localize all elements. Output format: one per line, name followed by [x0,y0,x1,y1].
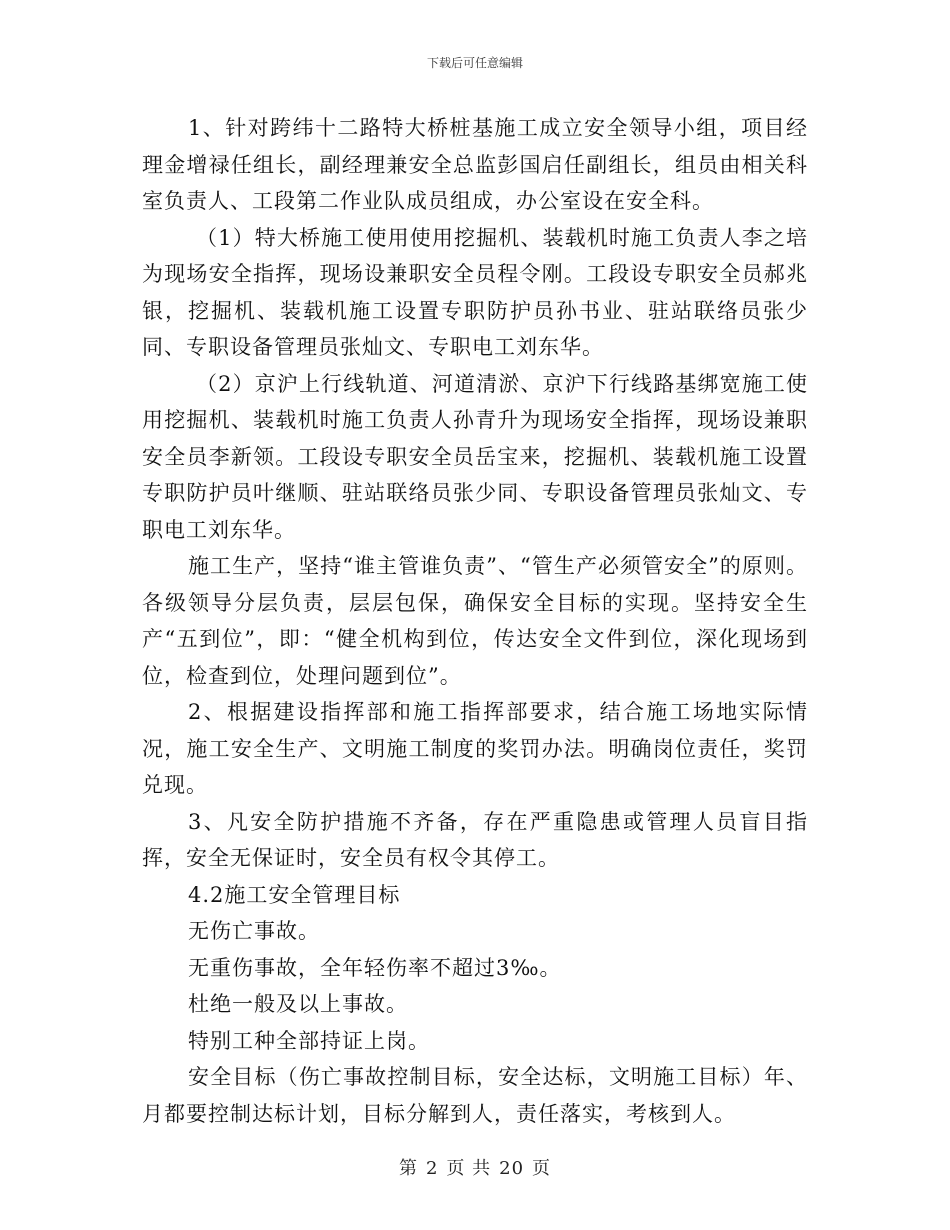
section-heading-safety-goals: 4.2施工安全管理目标 [188,882,401,907]
goal-no-serious-injury: 无重伤事故，全年轻伤率不超过3‰。 [188,955,562,980]
footer-prefix: 第 [398,1158,418,1179]
footer-page-number: 2 [425,1158,439,1179]
page-footer [0,1154,950,1180]
paragraph-responsibility-principle: 施工生产，坚持“谁主管谁负责”、“管生产必须管安全”的原则。各级领导分层负责，层层包保，确保安全目标的实现。坚持安全生产“五到位”，即：“健全机构到位，传达安全文件到位，深化现场到位，检查到位，处理问题到位”。 [142,554,808,688]
page-header: 下载后可任意编辑 [426,56,523,70]
goal-certified-workers: 特别工种全部持证上岗。 [188,1028,430,1053]
goal-no-general-accidents: 杜绝一般及以上事故。 [188,992,408,1016]
footer-total-pages: 20 [499,1158,525,1179]
paragraph-track-safety: （2）京沪上行线轨道、河道清淤、京沪下行线路基绑宽施工使用挖掘机、装载机时施工负责人孙青升为现场安全指挥，现场设兼职安全员李新领。工段设专职安全员岳宝来，挖掘机、装载机施工设置专职防护员叶继顺、驻站联络员张少同、专职设备管理员张灿文、专职电工刘东华。 [142,371,808,542]
document-body [142,110,808,1132]
goal-no-fatalities: 无伤亡事故。 [188,919,320,943]
paragraph-safety-targets: 安全目标（伤亡事故控制目标，安全达标，文明施工目标）年、月都要控制达标计划，目标分解到人，责任落实，考核到人。 [142,1065,808,1126]
footer-suffix: 页 [532,1158,552,1179]
paragraph-rewards-penalties: 2、根据建设指挥部和施工指挥部要求，结合施工场地实际情况，施工安全生产、文明施工制度的奖罚办法。明确岗位责任，奖罚兑现。 [142,700,808,797]
footer-mid: 页 共 [446,1158,492,1179]
paragraph-stop-work: 3、凡安全防护措施不齐备，存在严重隐患或管理人员盲目指挥，安全无保证时，安全员有权令其停工。 [142,809,808,870]
paragraph-leadership-group: 1、针对跨纬十二路特大桥桩基施工成立安全领导小组，项目经理金增禄任组长，副经理兼安全总监彭国启任副组长，组员由相关科室负责人、工段第二作业队成员组成，办公室设在安全科。 [142,116,808,213]
paragraph-bridge-safety: （1）特大桥施工使用使用挖掘机、装载机时施工负责人李之培为现场安全指挥，现场设兼职安全员程令刚。工段设专职安全员郝兆银，挖掘机、装载机施工设置专职防护员孙书业、驻站联络员张少同、专职设备管理员张灿文、专职电工刘东华。 [142,225,808,359]
